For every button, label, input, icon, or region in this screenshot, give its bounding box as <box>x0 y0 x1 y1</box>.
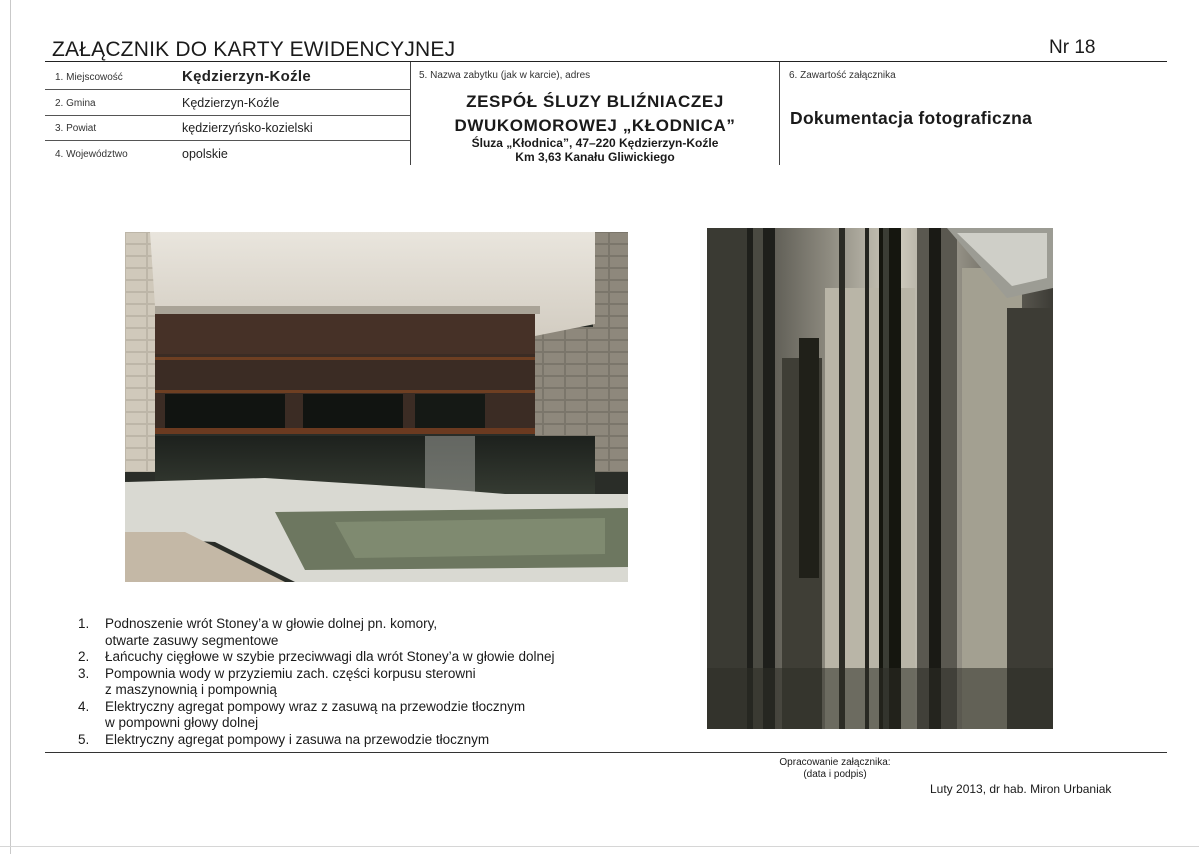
caption-line: Podnoszenie wrót Stoney’a w głowie dolnej pn. komory, <box>105 616 438 631</box>
footer-divider <box>45 752 1167 753</box>
caption-number: 5. <box>78 731 90 747</box>
location-value: Kędzierzyn-Koźle <box>182 68 311 85</box>
monument-address <box>413 136 777 164</box>
column-divider <box>410 62 411 165</box>
caption-item <box>78 666 638 699</box>
caption-line: Elektryczny agregat pompowy i zasuwa na przewodzie tłocznym <box>105 731 490 747</box>
column-divider <box>779 62 780 165</box>
monument-name-line2: DWUKOMOROWEJ „KŁODNICA” <box>454 116 736 135</box>
caption-item <box>78 699 638 732</box>
location-label: 1. Miejscowość <box>55 72 123 83</box>
contents-value: Dokumentacja fotograficzna <box>790 108 1033 128</box>
author-signature: Luty 2013, dr hab. Miron Urbaniak <box>930 782 1112 796</box>
document-title: ZAŁĄCZNIK DO KARTY EWIDENCYJNEJ <box>52 38 456 61</box>
monument-address-line2: Km 3,63 Kanału Gliwickiego <box>515 150 675 164</box>
header-table <box>45 62 1167 166</box>
county-label: 3. Powiat <box>55 123 97 134</box>
caption-item <box>78 732 638 749</box>
caption-item <box>78 616 638 649</box>
prepared-label-line2: (data i podpis) <box>803 769 867 780</box>
caption-item <box>78 649 638 666</box>
caption-line: Elektryczny agregat pompowy wraz z zasuwą na przewodzie tłocznym <box>105 698 526 714</box>
county-value: kędzierzyńsko-kozielski <box>182 121 313 135</box>
photo-captions <box>78 616 638 748</box>
row-divider <box>45 89 410 90</box>
prepared-by-label <box>760 757 910 781</box>
caption-number: 4. <box>78 698 90 714</box>
voivodeship-label: 4. Województwo <box>55 149 128 160</box>
row-divider <box>45 140 410 141</box>
photo-counterweight-chains <box>707 228 1053 729</box>
caption-number: 1. <box>78 616 90 631</box>
caption-number: 2. <box>78 649 90 664</box>
commune-label: 2. Gmina <box>55 98 96 109</box>
caption-line: z maszynownią i pompownią <box>105 682 277 697</box>
caption-line: otwarte zasuwy segmentowe <box>105 632 279 648</box>
caption-line: Pompownia wody w przyziemiu zach. części korpusu sterowni <box>105 665 476 681</box>
prepared-label-line1: Opracowanie załącznika: <box>779 757 891 768</box>
monument-name-line1: ZESPÓŁ ŚLUZY BLIŹNIACZEJ <box>466 92 724 111</box>
caption-number: 3. <box>78 665 90 681</box>
commune-value: Kędzierzyn-Koźle <box>182 96 280 110</box>
caption-line: w pompowni głowy dolnej <box>105 715 259 730</box>
photo-lock-gate <box>125 232 628 582</box>
monument-address-line1: Śluza „Kłodnica”, 47–220 Kędzierzyn-Koźle <box>471 136 719 150</box>
voivodeship-value: opolskie <box>182 147 228 161</box>
monument-label: 5. Nazwa zabytku (jak w karcie), adres <box>419 70 591 81</box>
scan-edge <box>10 0 11 854</box>
monument-name <box>413 90 777 138</box>
contents-label: 6. Zawartość załącznika <box>789 70 896 81</box>
row-divider <box>45 115 410 116</box>
attachment-number: Nr 18 <box>1049 37 1096 58</box>
caption-line: Łańcuchy cięgłowe w szybie przeciwwagi dla wrót Stoney’a w głowie dolnej <box>105 649 555 664</box>
scan-edge-bottom <box>0 846 1199 847</box>
